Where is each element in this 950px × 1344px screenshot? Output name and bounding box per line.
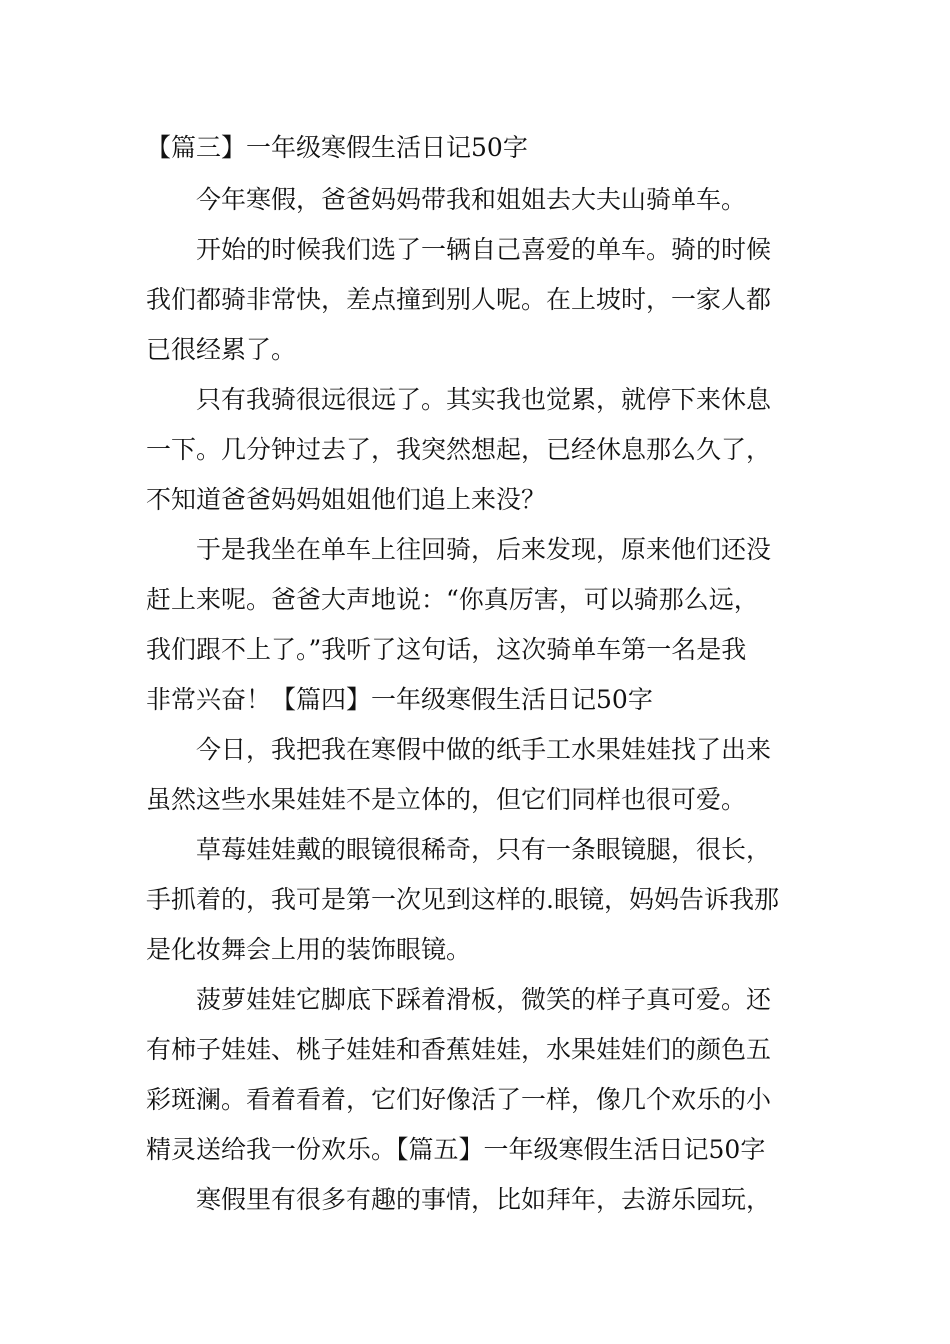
- paragraph-line: 我们跟不上了。”我听了这句话，这次骑单车第一名是我: [146, 635, 747, 664]
- paragraph-line: 开始的时候我们选了一辆自己喜爱的单车。骑的时候: [196, 235, 772, 264]
- paragraph-line: 已很经累了。: [146, 335, 297, 364]
- paragraph-line: 一下。几分钟过去了，我突然想起，已经休息那么久了，: [146, 435, 772, 464]
- paragraph-line: 今日，我把我在寒假中做的纸手工水果娃娃找了出来: [196, 735, 772, 764]
- paragraph-line: 于是我坐在单车上往回骑，后来发现，原来他们还没: [196, 535, 772, 564]
- paragraph-line: 彩斑澜。看着看着，它们好像活了一样，像几个欢乐的小: [146, 1085, 772, 1114]
- paragraph-line: 只有我骑很远很远了。其实我也觉累，就停下来休息: [196, 385, 772, 414]
- paragraph-line: 赶上来呢。爸爸大声地说：“你真厉害，可以骑那么远，: [146, 585, 759, 614]
- paragraph-line: 我们都骑非常快，差点撞到别人呢。在上坡时，一家人都: [146, 285, 772, 314]
- paragraph-line: 草莓娃娃戴的眼镜很稀奇，只有一条眼镜腿，很长，: [196, 835, 772, 864]
- paragraph-line: 手抓着的，我可是第一次见到这样的.眼镜，妈妈告诉我那: [146, 885, 779, 914]
- paragraph-line: 不知道爸爸妈妈姐姐他们追上来没？: [146, 485, 547, 514]
- paragraph-line: 精灵送给我一份欢乐。【篇五】一年级寒假生活日记50字: [146, 1135, 766, 1164]
- paragraph-line: 虽然这些水果娃娃不是立体的，但它们同样也很可爱。: [146, 785, 747, 814]
- paragraph-line: 今年寒假，爸爸妈妈带我和姐姐去大夫山骑单车。: [196, 185, 747, 214]
- paragraph-line: 是化妆舞会上用的装饰眼镜。: [146, 935, 472, 964]
- paragraph-line: 非常兴奋！【篇四】一年级寒假生活日记50字: [146, 685, 653, 714]
- paragraph-line: 寒假里有很多有趣的事情，比如拜年，去游乐园玩，: [196, 1185, 772, 1214]
- section-heading: 【篇三】一年级寒假生活日记50字: [146, 133, 528, 162]
- paragraph-line: 有柿子娃娃、桃子娃娃和香蕉娃娃，水果娃娃们的颜色五: [146, 1035, 772, 1064]
- paragraph-line: 菠萝娃娃它脚底下踩着滑板，微笑的样子真可爱。还: [196, 985, 772, 1014]
